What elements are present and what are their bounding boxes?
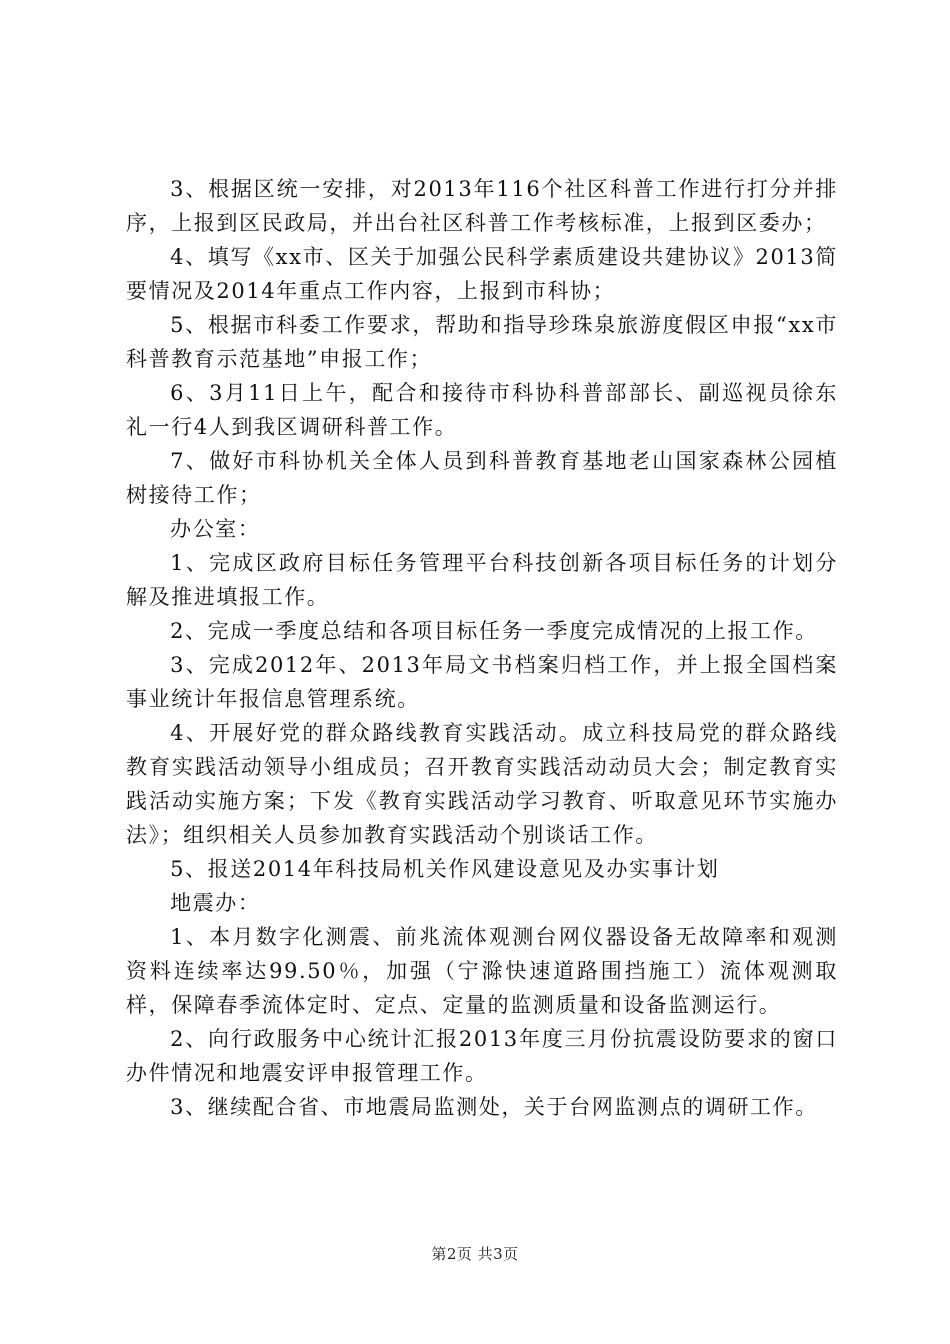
paragraph: 6、3月11日上午，配合和接待市科协科普部部长、副巡视员徐东礼一行4人到我区调研科普工作。 [126,381,838,439]
section-heading-office: 办公室： [170,517,261,541]
section-heading-earthquake-office: 地震办： [170,891,261,915]
paragraph: 2、向行政服务中心统计汇报2013年度三月份抗震设防要求的窗口办件情况和地震安评申报管理工作。 [126,1027,838,1085]
paragraph: 2、完成一季度总结和各项目标任务一季度完成情况的上报工作。 [170,619,818,643]
paragraph: 3、根据区统一安排，对2013年116个社区科普工作进行打分并排序，上报到区民政局，并出台社区科普工作考核标准，上报到区委办； [126,177,838,235]
paragraph: 1、本月数字化测震、前兆流体观测台网仪器设备无故障率和观测资料连续率达99.50％，加强（宁滁快速道路围挡施工）流体观测取样，保障春季流体定时、定点、定量的监测质量和设备监测运行。 [126,925,838,1017]
paragraph: 3、继续配合省、市地震局监测处，关于台网监测点的调研工作。 [170,1095,818,1119]
paragraph: 3、完成2012年、2013年局文书档案归档工作，并上报全国档案事业统计年报信息管理系统。 [126,653,838,711]
paragraph: 4、开展好党的群众路线教育实践活动。成立科技局党的群众路线教育实践活动领导小组成员；召开教育实践活动动员大会；制定教育实践活动实施方案；下发《教育实践活动学习教育、听取意见环节实施办法》；组织相关人员参加教育实践活动个别谈话工作。 [126,721,838,847]
paragraph: 7、做好市科协机关全体人员到科普教育基地老山国家森林公园植树接待工作； [126,449,838,507]
paragraph: 4、填写《xx市、区关于加强公民科学素质建设共建协议》2013简要情况及2014年重点工作内容，上报到市科协； [126,245,838,303]
paragraph: 5、报送2014年科技局机关作风建设意见及办实事计划 [170,857,720,881]
paragraph: 1、完成区政府目标任务管理平台科技创新各项目标任务的计划分解及推进填报工作。 [126,551,838,609]
document-body [126,172,838,1124]
page-number-footer: 第2页 共3页 [431,1245,519,1263]
paragraph: 5、根据市科委工作要求，帮助和指导珍珠泉旅游度假区申报“xx市科普教育示范基地”申报工作； [126,313,838,371]
